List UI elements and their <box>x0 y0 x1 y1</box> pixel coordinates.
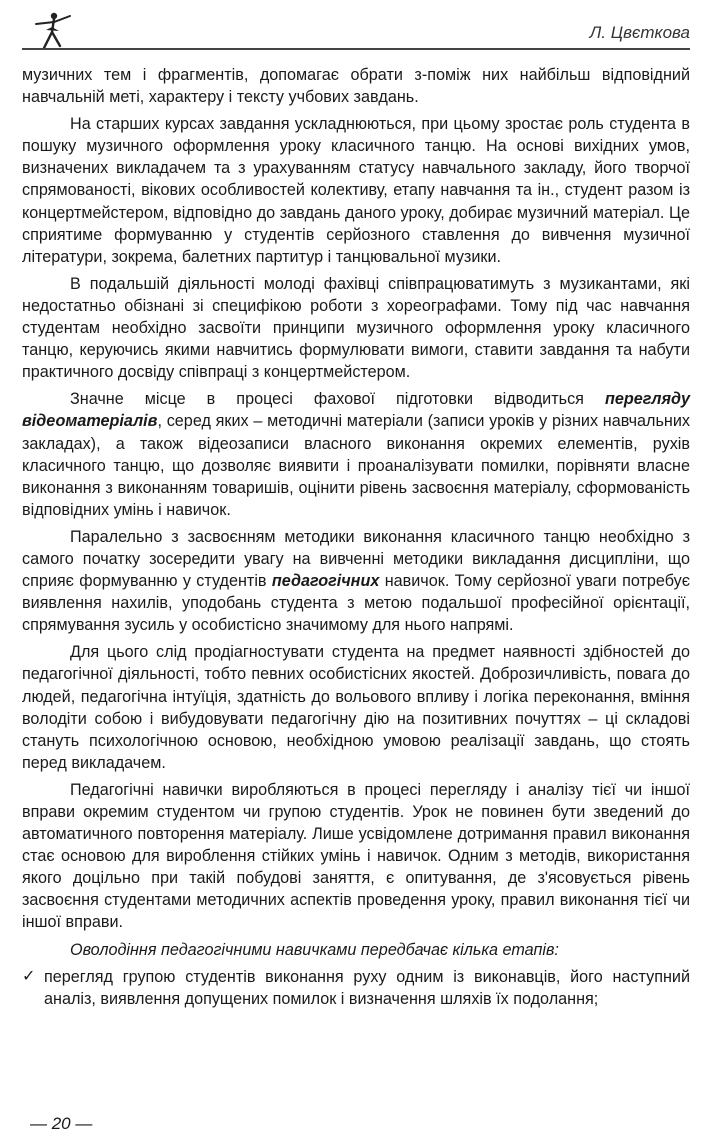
paragraph <box>22 526 690 636</box>
paragraph-text: , серед яких – методичні матеріали (записи уроків у різних навчальних закладах), а також відеозаписи власного виконання окремих елементів, рухів класичного танцю, що дозволяє виявити і проаналізувати помилки, порівняти власне виконання з виконанням товаришів, оцінити рівень засвоєння матеріалу, сформованість відповідних умінь і навичок. <box>22 412 690 519</box>
ballerina-icon <box>30 10 74 50</box>
paragraph-text: Значне місце в процесі фахової підготовки відводиться <box>70 390 605 409</box>
page-number: — 20 — <box>30 1114 93 1133</box>
page-header <box>22 10 690 50</box>
paragraph: В подальшій діяльності молоді фахівці співпрацюватимуть з музикантами, які недостатньо обізнані зі специфікою роботи з хореографами. Тому під час навчання студентам необхідно засвоїти принципи музичного оформлення уроку класичного танцю, керуючись якими навчитись формулювати вимоги, ставити завдання та набути практичного досвіду співпраці з концертмейстером. <box>22 274 690 382</box>
paragraph <box>22 388 690 521</box>
emphasis-term: перегляду відеоматеріалів <box>22 390 690 431</box>
list-item <box>22 966 690 1010</box>
emphasis-term: педагогічних <box>271 572 380 591</box>
paragraph-text: Паралельно з засвоєнням методики виконання класичного танцю необхідно з самого початку зосередити увагу на вивченні методики викладання дисципліни, що сприяє формуванню у студентів <box>22 527 690 591</box>
list-item-text: перегляд групою студентів виконання руху одним із виконавців, його наступний аналіз, виявлення допущених помилок і визначення шляхів їх подолання; <box>44 967 690 1008</box>
list-intro: Оволодіння педагогічними навичками передбачає кілька етапів: <box>70 940 559 959</box>
running-head-author: Л. Цвєткова <box>589 23 690 42</box>
checkmark-icon: ✓ <box>22 967 36 985</box>
paragraph: На старших курсах завдання ускладнюються, при цьому зростає роль студента в пошуку музичного оформлення уроку класичного танцю. На основі вихідних умов, визначених викладачем та з урахуванням статусу навчального закладу, його творчої спрямованості, вікових особливостей колективу, етапу навчання та ін., студент разом із концертмейстером, відповідно до завдань даного уроку, добирає музичний матеріал. Це сприятиме формуванню у студентів серйозного ставлення до вивчення музичної літератури, зокрема, балетних партитур і танцювальної музики. <box>22 115 690 266</box>
paragraph-text: навичок. Тому серйозної уваги потребує виявлення нахилів, уподобань студента з метою подальшої професійної орієнтації, спрямування зусиль у особистісно значимому для нього напрямі. <box>22 572 690 635</box>
header-rule <box>22 48 690 50</box>
paragraph: Педагогічні навички виробляються в процесі перегляду і аналізу тієї чи іншої вправи окремим студентом чи групою студентів. Урок не повинен бути зведений до автоматичного повторення матеріалу. Лише усвідомлене дотримання правил виконання стає основою для вироблення стійких умінь і навичок. Одним з методів, використання якого доцільно при такій побудові заняття, є опитування, де з'ясовується рівень засвоєння студентами методичних аспектів проведення уроку, правил виконання тієї чи іншої вправи. <box>22 780 690 932</box>
paragraph: Для цього слід продіагностувати студента на предмет наявності здібностей до педагогічної діяльності, тобто певних особистісних якостей. Доброзичливість, повага до людей, педагогічна інтуїція, здатність до вольового впливу і логіка переконання, вміння володіти собою і вибудовувати педагогічну дію на позитивних почуттях – ці складові стануть психологічною основою, необхідною умовою реалізації завдань, що стоять перед викладачем. <box>22 643 690 772</box>
paragraph-continued: музичних тем і фрагментів, допомагає обрати з-поміж них найбільш відповідний навчальній меті, характеру і тексту учбових завдань. <box>22 66 690 107</box>
body-text <box>22 64 690 1010</box>
